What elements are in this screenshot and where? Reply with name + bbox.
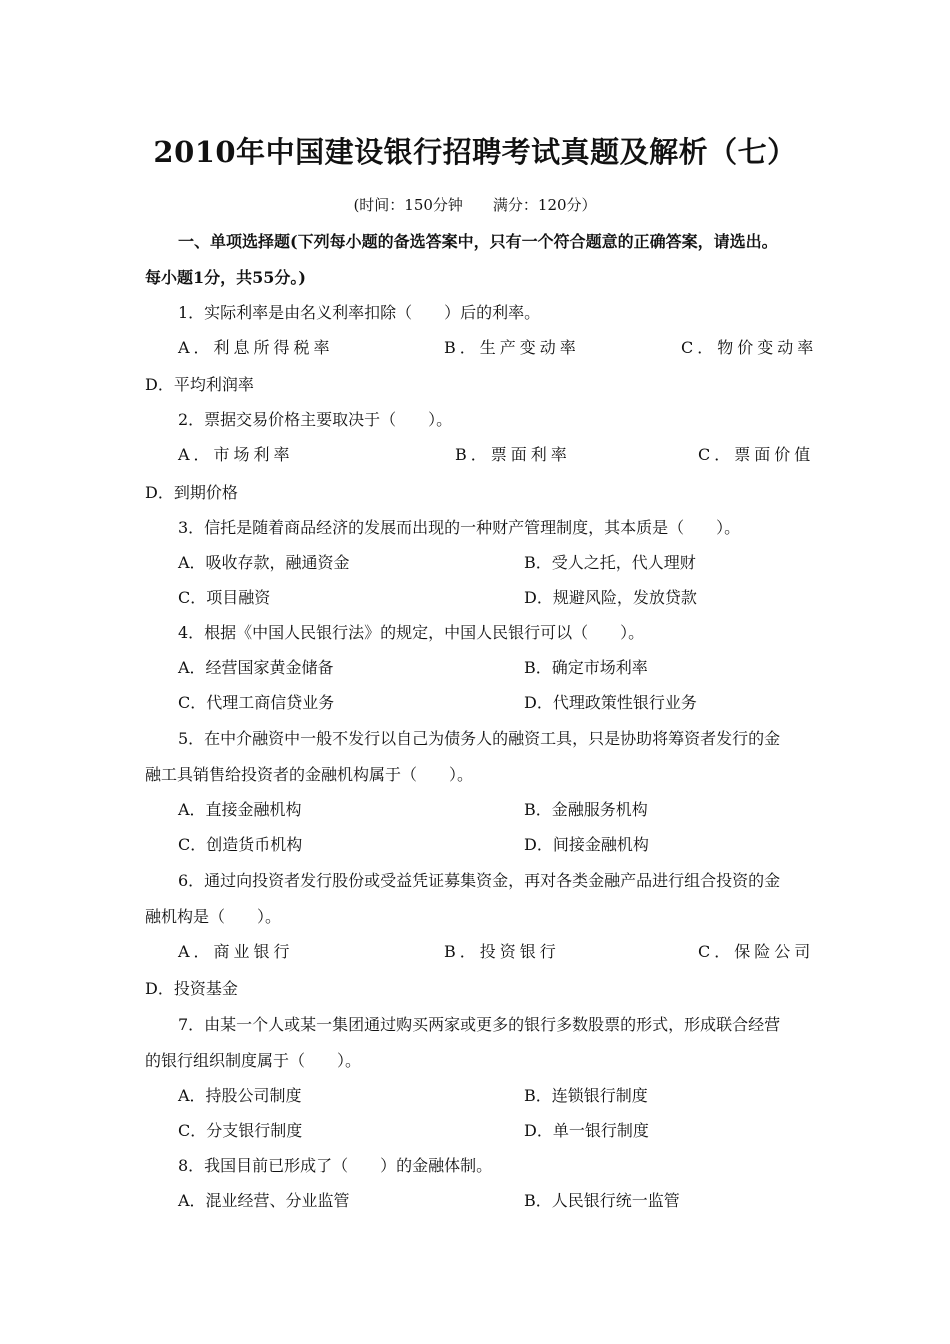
question-stem: 1．实际利率是由名义利率扣除（ ）后的利率。 — [178, 303, 541, 322]
option-b: B．生产变动率 — [444, 338, 580, 357]
option-d: D．规避风险，发放贷款 — [524, 588, 697, 607]
question-stem: 2．票据交易价格主要取决于（ ）。 — [178, 410, 453, 429]
option-c: C．项目融资 — [178, 588, 271, 607]
option-c: C．分支银行制度 — [178, 1121, 303, 1140]
section-heading: 一、单项选择题(下列每小题的备选答案中，只有一个符合题意的正确答案，请选出。 — [178, 232, 778, 251]
option-b: B．受人之托，代人理财 — [524, 553, 696, 572]
option-b: B．投资银行 — [444, 942, 560, 961]
question-stem-cont: 融机构是（ ）。 — [145, 907, 282, 926]
option-a: A．利息所得税率 — [178, 338, 334, 357]
option-d: D．代理政策性银行业务 — [524, 693, 697, 712]
option-a: A．商业银行 — [178, 942, 294, 961]
question-stem: 8．我国目前已形成了（ ）的金融体制。 — [178, 1156, 493, 1175]
option-b: B．票面利率 — [455, 445, 571, 464]
question-stem: 4．根据《中国人民银行法》的规定，中国人民银行可以（ ）。 — [178, 623, 645, 642]
option-b: B．连锁银行制度 — [524, 1086, 648, 1105]
question-stem: 6．通过向投资者发行股份或受益凭证募集资金，再对各类金融产品进行组合投资的金 — [178, 871, 781, 890]
option-c: C．物价变动率 — [681, 338, 818, 357]
question-stem-cont: 融工具销售给投资者的金融机构属于（ ）。 — [145, 765, 474, 784]
option-b: B．确定市场利率 — [524, 658, 648, 677]
option-b: B．金融服务机构 — [524, 800, 648, 819]
option-d: D．平均利润率 — [145, 375, 254, 394]
question-stem: 3．信托是随着商品经济的发展而出现的一种财产管理制度，其本质是（ ）。 — [178, 518, 741, 537]
question-stem-cont: 的银行组织制度属于（ ）。 — [145, 1051, 362, 1070]
option-d: D．投资基金 — [145, 979, 238, 998]
option-c: C．保险公司 — [698, 942, 815, 961]
exam-info: (时间：150分钟 满分：120分） — [353, 196, 597, 214]
document-title: 2010年中国建设银行招聘考试真题及解析（七） — [153, 135, 797, 169]
question-stem: 5．在中介融资中一般不发行以自己为债务人的融资工具，只是协助将筹资者发行的金 — [178, 729, 781, 748]
option-b: B．人民银行统一监管 — [524, 1191, 680, 1210]
option-d: D．间接金融机构 — [524, 835, 649, 854]
option-c: C．创造货币机构 — [178, 835, 303, 854]
option-a: A．经营国家黄金储备 — [178, 658, 334, 677]
option-a: A．混业经营、分业监管 — [178, 1191, 350, 1210]
option-a: A．市场利率 — [178, 445, 294, 464]
question-stem: 7．由某一个人或某一集团通过购买两家或更多的银行多数股票的形式，形成联合经营 — [178, 1015, 781, 1034]
option-a: A．直接金融机构 — [178, 800, 302, 819]
section-heading-cont: 每小题1分，共55分。) — [145, 268, 306, 287]
option-a: A．持股公司制度 — [178, 1086, 302, 1105]
option-c: C．票面价值 — [698, 445, 815, 464]
option-d: D．单一银行制度 — [524, 1121, 649, 1140]
option-d: D．到期价格 — [145, 483, 238, 502]
option-a: A．吸收存款，融通资金 — [178, 553, 350, 572]
option-c: C．代理工商信贷业务 — [178, 693, 335, 712]
